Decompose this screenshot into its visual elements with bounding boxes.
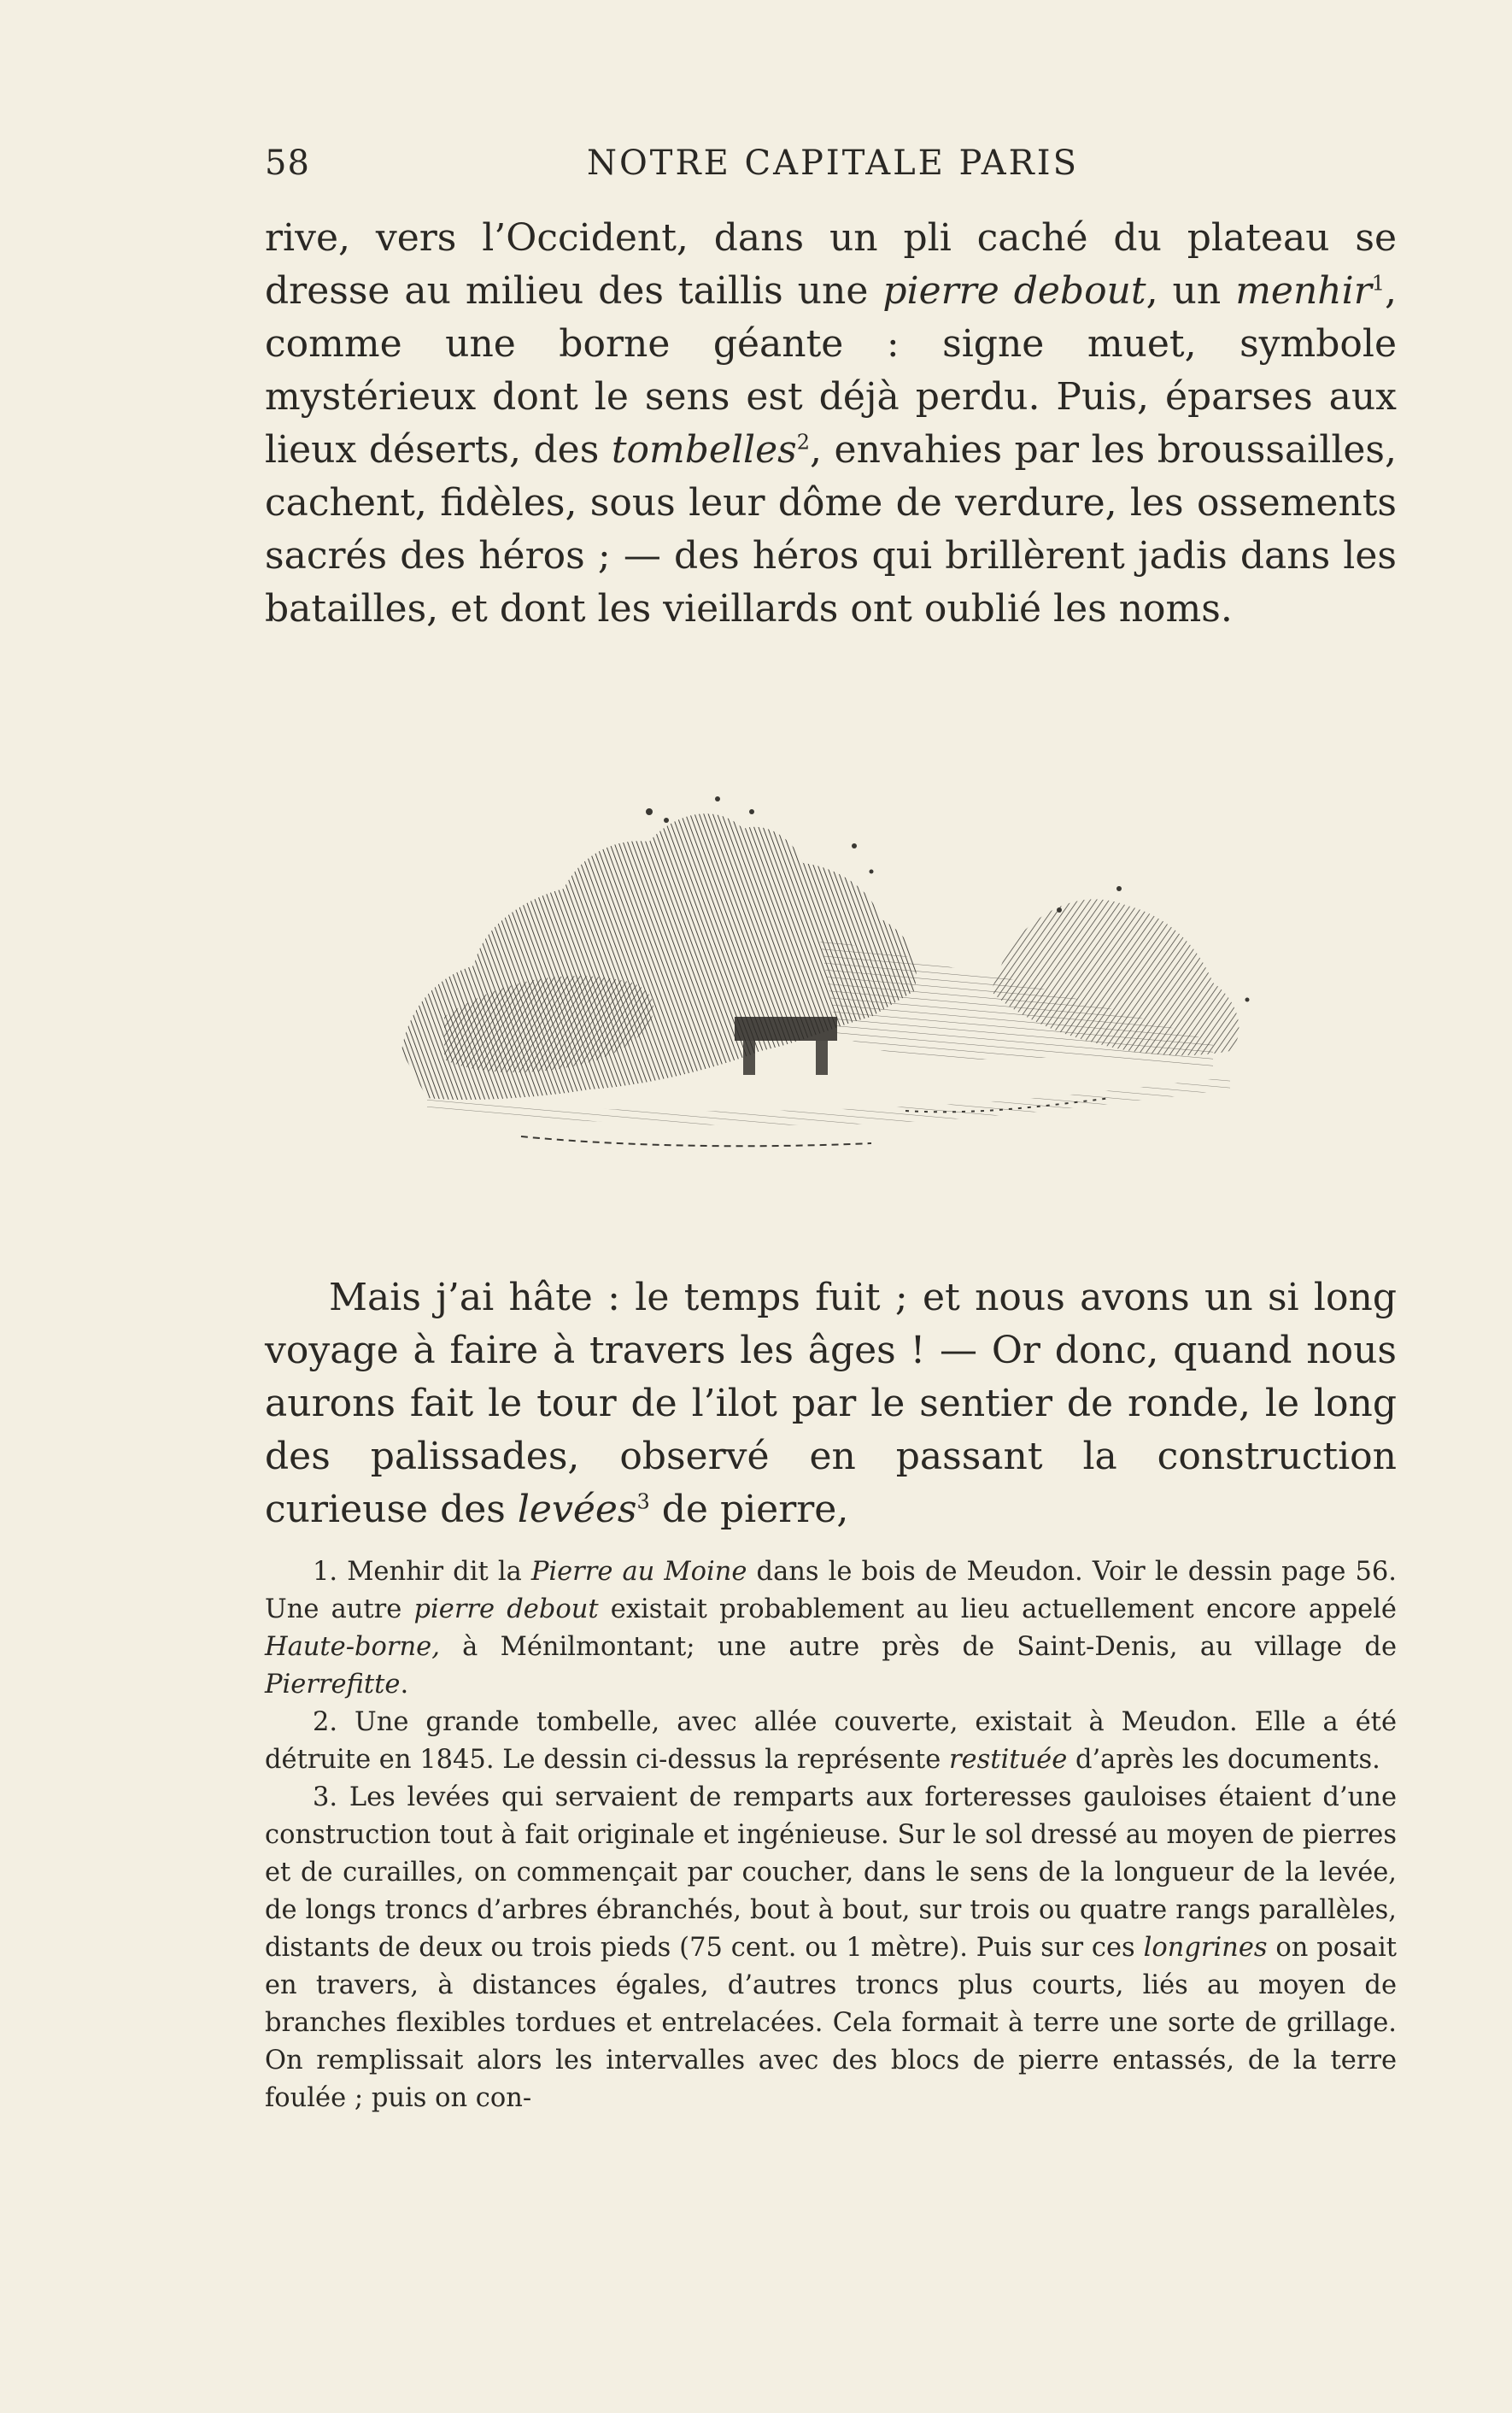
paragraph: Mais j’ai hâte : le temps fuit ; et nous avons un si long voyage à faire à travers les âges ! — Or donc, quand nous aurons fait le tour de l’ilot par le sentier de ronde, le long des palissades, observé en passant la construction curieuse des levées$^3$ de pierre, xyxy=(265,1276,1397,1531)
footnote-2: 2. Une grande tombelle, avec allée couverte, existait à Meudon. Elle a été détruite en 1845. Le dessin ci-dessus la représente restituée d’après les documents. xyxy=(265,1707,1397,1775)
footnote-3: 3. Les levées qui servaient de remparts aux forteresses gauloises étaient d’une construction tout à fait originale et ingénieuse. Sur le sol dressé au moyen de pierres et de curailles, on commençait par coucher, dans le sens de la longueur de la levée, de longs troncs d’arbres ébranchés, bout à bout, sur trois ou quatre rangs parallèles, distants de deux ou trois pieds (75 cent. ou 1 mètre). Puis sur ces longrines on posait en travers, à distances égales, d’autres troncs plus courts, liés au moyen de branches flexibles tordues et entrelacées. Cela formait à terre une sorte de grillage. On remplissait alors les intervalles avec des blocs de pierre entassés, de la terre foulée ; puis on con- xyxy=(265,1782,1397,2113)
tumulus-engraving xyxy=(393,760,1264,1171)
running-title: NOTRE CAPITALE PARIS xyxy=(586,144,1079,183)
body-text-top xyxy=(265,212,1397,636)
footnote-1: 1. Menhir dit la Pierre au Moine dans le bois de Meudon. Voir le dessin page 56. Une autre pierre debout existait probablement au lieu actuellement encore appelé Haute-borne, à Ménilmontant; une autre près de Saint-Denis, au village de Pierrefitte. xyxy=(265,1557,1397,1700)
body-text-bottom xyxy=(265,1271,1397,1536)
paragraph-continued: rive, vers l’Occident, dans un pli caché du plateau se dresse au milieu des taillis une pierre debout, un menhir$^1$, comme une borne géante : signe muet, symbole mystérieux dont le sens est déjà perdu. Puis, éparses aux lieux déserts, des tombelles$^2$, envahies par les broussailles, cachent, fidèles, sous leur dôme de verdure, les ossements sacrés des héros ; — des héros qui brillèrent jadis dans les batailles, et dont les vieillards ont oublié les noms. xyxy=(265,216,1398,631)
footnotes xyxy=(265,1553,1397,2117)
footnote-ref-2: 2 xyxy=(796,430,810,455)
footnote-ref-3: 3 xyxy=(636,1489,650,1514)
page-number: 58 xyxy=(265,144,310,183)
running-head xyxy=(265,144,1401,195)
footnote-ref-1: 1 xyxy=(1371,271,1386,296)
